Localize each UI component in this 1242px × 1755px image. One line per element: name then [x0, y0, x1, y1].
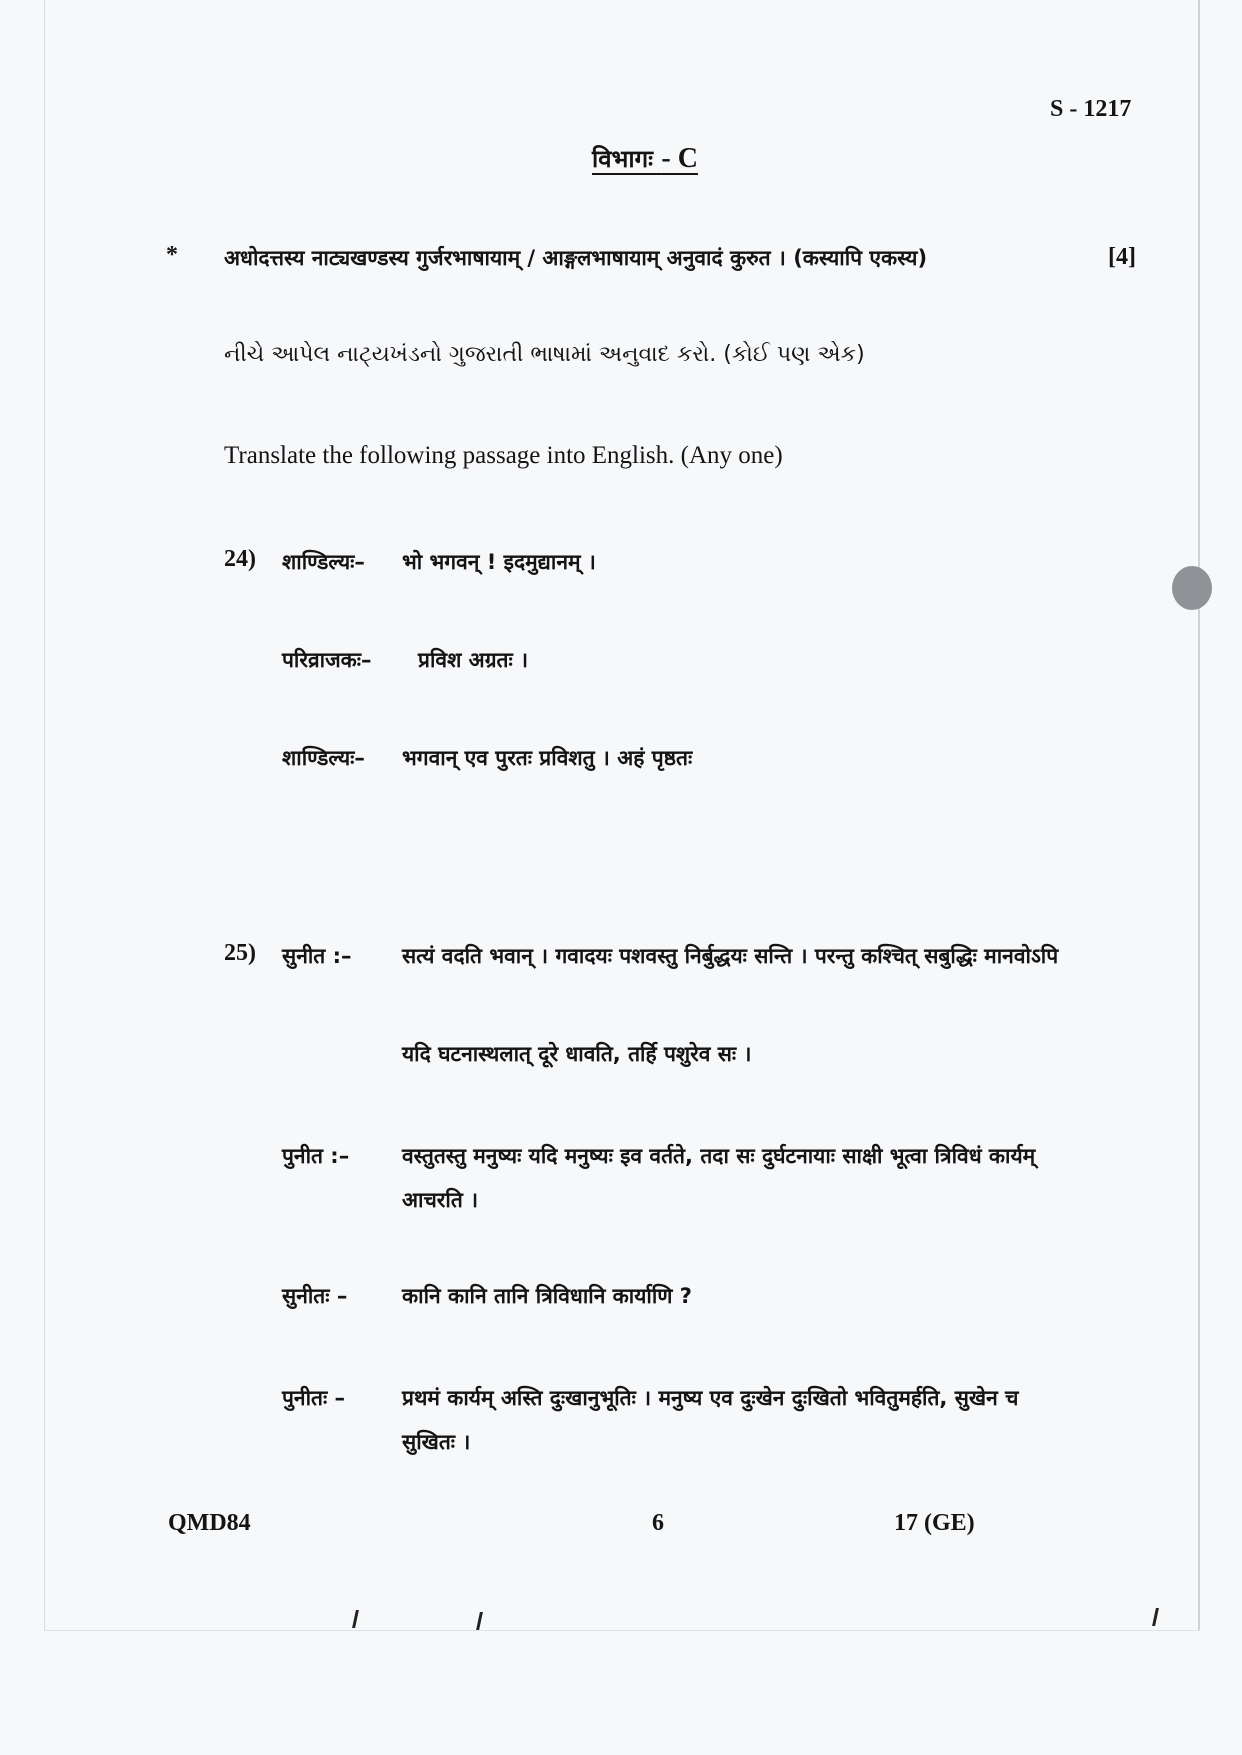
- instruction-bullet: *: [166, 242, 178, 268]
- scan-mark: [476, 1612, 483, 1630]
- paper-code: S - 1217: [1050, 96, 1132, 122]
- q24-line-3: भगवान् एव पुरतः प्रविशतु । अहं पृष्ठतः: [402, 746, 693, 770]
- q24-speaker-2: परिव्राजकः–: [282, 648, 372, 672]
- page-bottom-edge: [44, 1630, 1200, 1631]
- q25-speaker-2: पुनीत :–: [282, 1144, 350, 1168]
- instruction-english: Translate the following passage into English. (Any one): [224, 442, 783, 469]
- scan-mark: [352, 1610, 359, 1628]
- section-heading: [592, 142, 698, 175]
- q25-line-4b: सुखितः ।: [402, 1430, 471, 1454]
- q25-number: 25): [224, 940, 256, 966]
- q24-line-2: प्रविश अग्रतः ।: [418, 648, 529, 672]
- q25-line-1b: यदि घटनास्थलात् दूरे धावति, तर्हि पशुरेव सः ।: [402, 1042, 752, 1066]
- q25-line-3: कानि कानि तानि त्रिविधानि कार्याणि ?: [402, 1284, 692, 1308]
- q25-line-2b: आचरति ।: [402, 1188, 479, 1212]
- instruction-sanskrit: अधोदत्तस्य नाट्यखण्डस्य गुर्जरभाषायाम् / आङ्गलभाषायाम् अनुवादं कुरुत । (कस्यापि एकस्य): [224, 246, 928, 270]
- page-left-edge: [44, 0, 45, 1630]
- q24-speaker-3: शाण्डिल्यः–: [282, 746, 365, 770]
- q25-speaker-3: सुनीतः –: [282, 1284, 348, 1308]
- punch-hole: [1172, 566, 1212, 610]
- scan-mark: [1152, 1608, 1159, 1626]
- q24-number: 24): [224, 546, 256, 572]
- footer-page-number: 6: [652, 1510, 664, 1536]
- q24-speaker-1: शाण्डिल्यः–: [282, 550, 365, 574]
- page-right-edge: [1198, 0, 1200, 1630]
- footer-series: 17 (GE): [894, 1510, 975, 1536]
- instruction-marks: [4]: [1108, 244, 1136, 270]
- q24-line-1: भो भगवन् ! इदमुद्यानम् ।: [402, 550, 596, 574]
- q25-line-4a: प्रथमं कार्यम् अस्ति दुःखानुभूतिः । मनुष्य एव दुःखेन दुःखितो भवितुमर्हति, सुखेन च: [402, 1386, 1019, 1410]
- q25-line-1a: सत्यं वदति भवान् । गवादयः पशवस्तु निर्बुद्धयः सन्ति । परन्तु कश्चित् सबुद्धिः मानवोऽपि: [402, 944, 1059, 968]
- section-letter: - C: [661, 143, 698, 174]
- q25-speaker-1: सुनीत :–: [282, 944, 352, 968]
- q25-speaker-4: पुनीतः –: [282, 1386, 346, 1410]
- instruction-gujarati: નીચે આપેલ નાટ્યખંડનો ગુજરાતી ભાષામાં અનુવાદ કરો. (કોઈ પણ એક): [224, 342, 865, 367]
- q25-line-2a: वस्तुतस्तु मनुष्यः यदि मनुष्यः इव वर्तते, तदा सः दुर्घटनायाः साक्षी भूत्वा त्रिविधं कार्यम्: [402, 1144, 1036, 1168]
- section-label: विभागः: [592, 145, 654, 173]
- footer-code: QMD84: [168, 1510, 251, 1536]
